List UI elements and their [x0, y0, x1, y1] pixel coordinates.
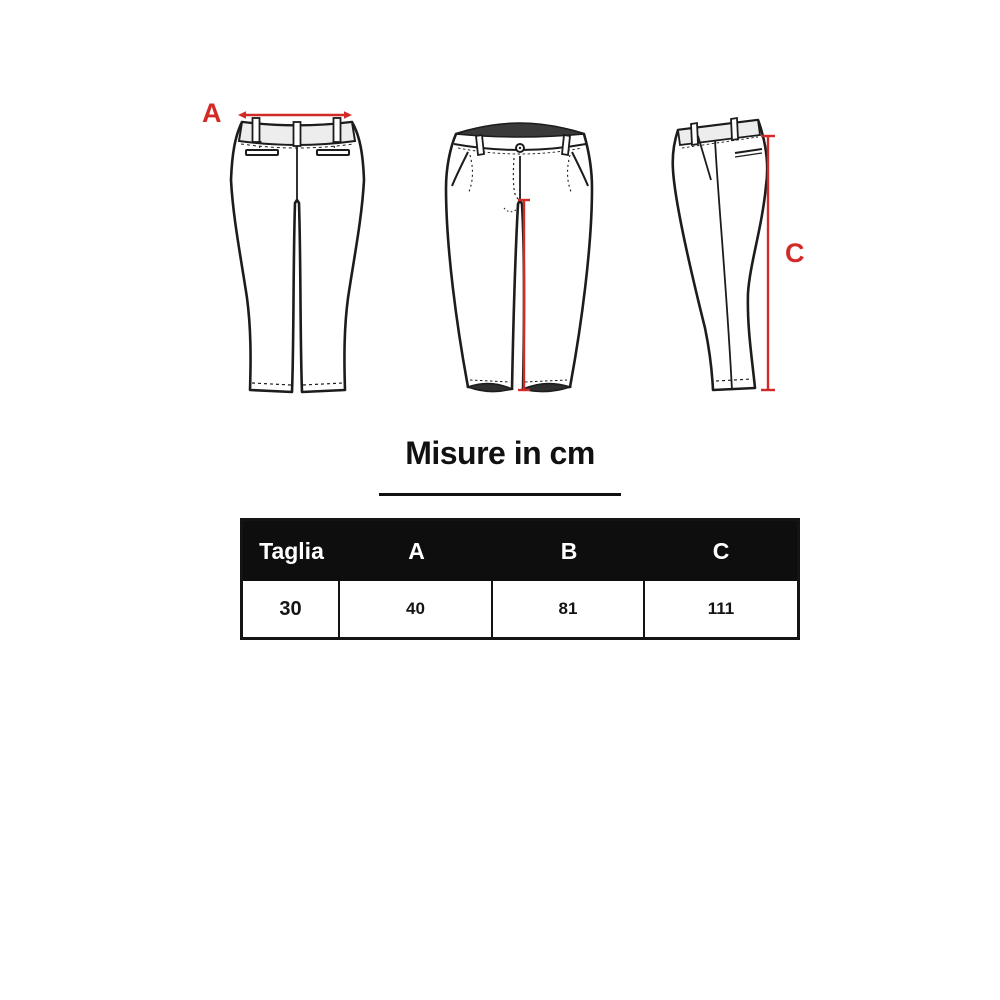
value-cell-size: 30: [243, 581, 340, 637]
size-chart-header-row: [243, 521, 797, 581]
title-block: [300, 436, 700, 496]
header-cell-c: C: [712, 537, 730, 564]
size-chart-value-row: [243, 581, 797, 637]
value-cell-c: 111: [707, 599, 735, 618]
back-pocket-right: [317, 150, 349, 155]
measure-label-a: A: [202, 98, 222, 128]
size-chart-title: Misure in cm: [405, 435, 595, 471]
pants-front-view-illustration: [438, 98, 608, 410]
size-chart-table: [240, 518, 800, 640]
pants-back-view-illustration: [195, 88, 380, 408]
header-cell-b: B: [560, 537, 578, 564]
header-cell-taglia: Taglia: [259, 537, 324, 564]
pants-side-view-illustration: [660, 108, 820, 408]
value-cell-b: 81: [493, 581, 645, 637]
value-cell-a: 40: [340, 581, 493, 637]
measure-label-c: C: [785, 238, 805, 268]
back-pocket-left: [246, 150, 278, 155]
title-underline: [379, 493, 621, 496]
header-cell-a: A: [408, 537, 425, 564]
